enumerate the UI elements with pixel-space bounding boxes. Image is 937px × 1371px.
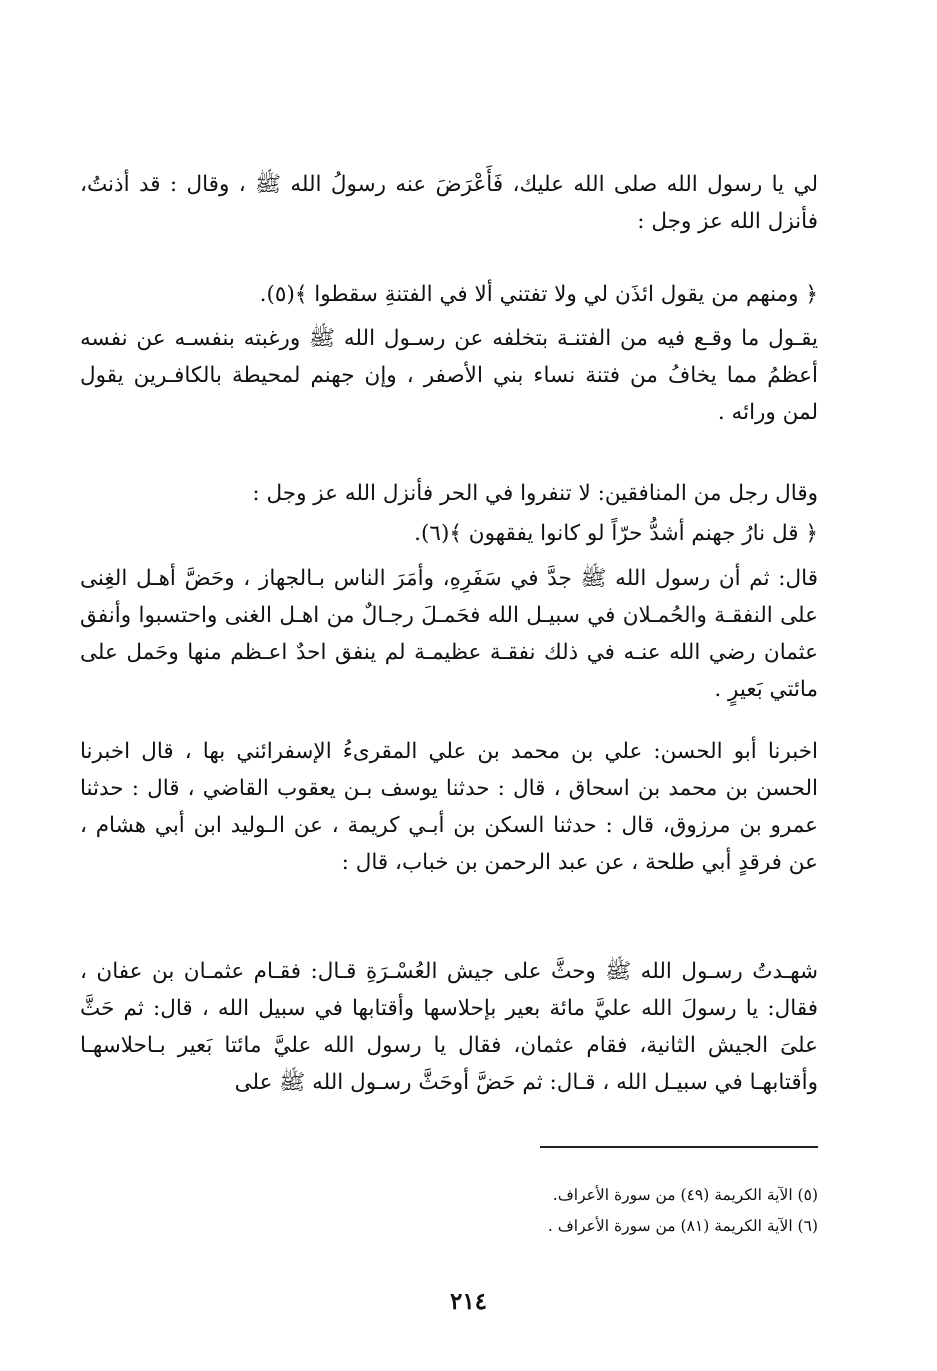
quran-verse-2: ﴿ قل نارُ جهنم أشدُّ حرّاً لو كانوا يفقهون ﴾(٦). [414,521,818,546]
footnote-5: (٥) الآية الكريمة (٤٩) من سورة الأعراف. [552,1186,818,1204]
quran-verse-1: ﴿ ومنهم من يقول ائذَن لي ولا تفتني ألا في الفتنةِ سقطوا ﴾(٥). [259,282,818,307]
page-number: ٢١٤ [449,1288,488,1315]
paragraph-hadith: شهـدتُ رسـول الله ﷺ وحثَّ على جيش العُسْـرَةِ قـال: فقـام عثمـان بن عفان ، فقال: يا رسولَ الله عليَّ مائة بعير بإحلاسها وأقتابها في سبيل الله ، قال: ثم حَثَّ علىَ الجيش الثانية، فقام عثمان، فقال يا رسول الله عليَّ مائتا بَعير بـاحلاسهـا وأقتابهـا في سبيـل الله ، قـال: ثم حَضَّ أوحَثَّ رسـول الله ﷺ على [80,959,818,1095]
footnotes [430,1180,818,1242]
paragraph-preparation: قال: ثم أن رسول الله ﷺ جدَّ في سَفَرِهِ، وأمَرَ الناس بـالجهاز ، وحَضَّ أهـل الغِنى على النفقـة والحُمـلان في سبيـل الله فحَمـلَ رجـالٌ من اهـل الغنى واحتسبوا وأنفق عثمان رضي الله عنـه في ذلك نفقـة عظيمـة لم ينفق احدٌ اعـظم منها وحَمل على مائتي بَعيرٍ . [80,566,818,702]
paragraph-isnad: اخبرنا أبو الحسن: علي بن محمد بن علي المقرىءُ الإسفرائني بها ، قال اخبرنا الحسن بن محمد بن اسحاق ، قال : حدثنا يوسف بـن يعقوب القاضي ، قال : حدثنا عمرو بن مرزوق، قال : حدثنا السكن بن أبـي كريمة ، عن الـوليد ابن أبي هشام ، عن فرقدٍ أبي طلحة ، عن عبد الرحمن بن خباب، قال : [80,739,818,875]
footnote-divider [540,1146,818,1148]
paragraph-1: لي يا رسول الله صلى الله عليك، فَأَعْرَضَ عنه رسولُ الله ﷺ ، وقال : قد أذنتُ، فأنزل الله عز وجل : [80,172,818,234]
footnote-6: (٦) الآية الكريمة (٨١) من سورة الأعراف . [547,1217,818,1235]
paragraph-commentary: يقـول ما وقـع فيه من الفتنـة بتخلفه عن رسـول الله ﷺ ورغبته بنفسـه عن نفسه أعظمُ مما يخافُ من فتنة نساء بني الأصفر ، وإن جهنم لمحيطة بالكافـرين يقول لمن ورائه . [80,326,818,425]
paragraph-hypocrite: وقال رجل من المنافقين: لا تنفروا في الحر فأنزل الله عز وجل : [252,481,818,506]
